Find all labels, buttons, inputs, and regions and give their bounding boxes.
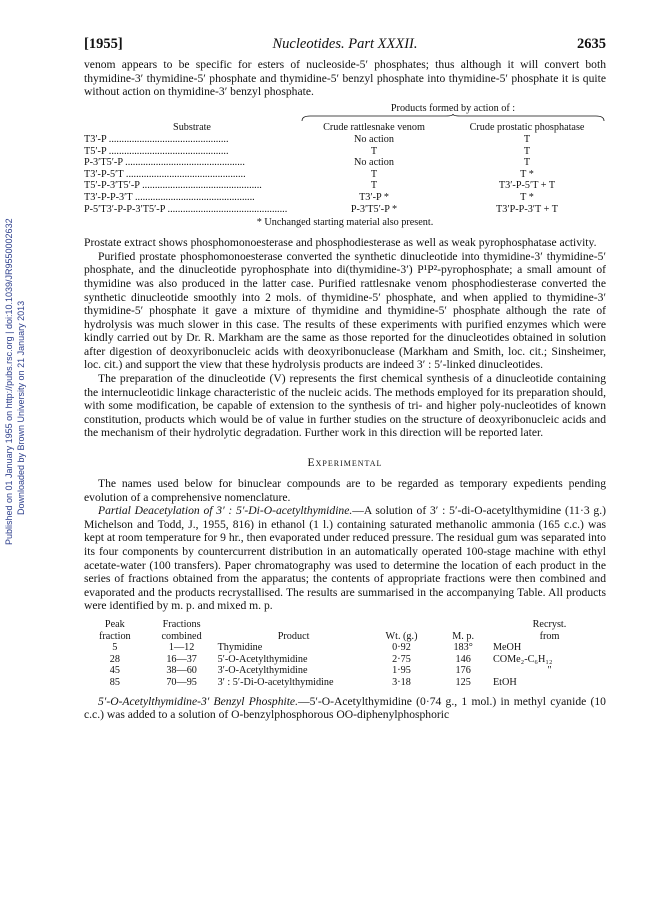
substrate-cell: T3′-P: [84, 133, 107, 145]
purified-paragraph: Purified prostate phosphomonoesterase converted the synthetic dinucleotide into thymidine-3′ thymidine-5′ phosphate, and the dinucleotide pyrophosphate into di(thymidine-3′) P¹P²-pyrophosphate; a small amount of thymidine was also produced in the latter case. Purified rattlesnake venom phosphodiesterase converted the synthetic dinucleotide smoothly into 2 mols. of thymidine-5′ phosphate, and when applied to thymidine-3′ thymidine-5′ phosphate it gave a mixture of thymidine and thymidine-5′ phosphate although the rate of hydrolysis was much slower in this case. The results of these experiments with purified enzymes which were kindly carried out by Dr. R. Markham are the same as those reported for the dinucleotides obtained in solution after digestion of deoxyribonucleic acids with deoxyribonuclease (Markham and Smith, loc. cit.; Sinsheimer, loc. cit.) and support the view that these hydrolysis products are indeed 3′ : 5′-linked dinucleotides.: [84, 249, 606, 372]
running-header: [84, 36, 606, 58]
section-title: Partial Deacetylation of 3′ : 5′-Di-O-acetylthymidine.: [98, 504, 353, 518]
page-number: 2635: [577, 36, 606, 52]
brace-line: [300, 114, 606, 122]
preparation-paragraph: The preparation of the dinucleotide (V) represents the first chemical synthesis of a dinucleotide containing the internucleotidic linkage characteristic of the nucleic acids. The methods employed for its preparation should, with some modification, be capable of extension to the synthesis of tri- and higher poly-nucleotides of known constitution, products which would be of value in further studies on the structure of deoxyribonucleic acids and the mechanism of their hydrolytic degradation. Further work in this direction will be reported later.: [84, 372, 606, 440]
prostatic-cell: T: [523, 157, 531, 169]
h-mp: M. p.: [452, 630, 475, 642]
section-text: —A solution of 3′ : 5′-di-O-acetylthymidine (11·3 g.) Michelson and Todd, J., 1955, 816) in ethanol (1 l.) containing saturated methanolic ammonia (165 c.c.) was kept at room temperature for 9 hr., then evaporated under reduced pressure. The residual gum was separated into its four components by countercurrent distribution in an automatically operated 100-stage machine with ethyl acetate-water (100 transfers). Paper chromatography was used to determine the location of each product in the series of fractions obtained from the apparatus; the contents of appropriate fractions were then combined and evaporated and the products recrystallised. The results are summarised in the accompanying Table. All products were identified by m. p. and mixed m. p.: [84, 504, 606, 613]
fraction-table: [84, 619, 606, 689]
mp-cell: 125: [455, 676, 471, 688]
h-wt: Wt. (g.): [385, 630, 418, 642]
peak-cell: 5: [112, 642, 118, 654]
substrate-cell: T3′-P-5′T: [84, 168, 124, 180]
h-frac1: Fractions: [162, 618, 201, 630]
table-row: P-5′T3′-P-P-3′T5′-P ............................................... P-3′T5′-P * T3′P-P-3′T + T: [84, 204, 606, 216]
prostatic-cell: T3′-P-5′T + T: [498, 180, 556, 192]
section-text: —5′-O-Acetylthymidine (0·74 g., 1 mol.) in methyl cyanide (10 c.c.) was added to a solution of O-benzylphosphorous OO-diphenylphosphoric: [84, 694, 606, 722]
h-frac2: combined: [161, 630, 202, 642]
h-recryst1: Recryst.: [532, 618, 567, 630]
table-row: T5′-P-3′T5′-P ............................................... T T3′-P-5′T + T: [84, 180, 606, 192]
fractions-cell: 70—95: [166, 676, 197, 688]
journal-page: [84, 36, 606, 722]
prostatic-cell: T3′P-P-3′T + T: [496, 203, 558, 215]
wt-cell: 0·92: [392, 642, 411, 654]
running-title: Nucleotides. Part XXXII.: [272, 36, 418, 52]
h-recryst2: from: [539, 630, 560, 642]
substrate-cell: T3′-P-P-3′T: [84, 191, 133, 203]
h-peak2: fraction: [98, 630, 131, 642]
recryst-cell: EtOH: [492, 676, 517, 688]
peak-cell: 85: [109, 676, 120, 688]
downloaded-line: Downloaded by Brown University on 21 January 2013: [16, 300, 26, 515]
substrate-cell: P-3′T5′-P: [84, 157, 123, 169]
mp-cell: 146: [455, 653, 471, 665]
h-peak1: Peak: [104, 618, 125, 630]
table-row: T3′-P ............................................... No action T: [84, 134, 606, 146]
recryst-cell: ": [547, 665, 552, 677]
peak-cell: 28: [109, 653, 120, 665]
year: [1955]: [84, 36, 123, 52]
fractions-cell: 38—60: [166, 665, 197, 677]
names-paragraph: The names used below for binuclear compounds are to be regarded as temporary expedients pending evolution of a comprehensive nomenclature.: [84, 477, 606, 504]
table-row: T3′-P-5′T ............................................... T T *: [84, 169, 606, 181]
table-row: P-3′T5′-P ............................................... No action T: [84, 157, 606, 169]
wt-cell: 3·18: [392, 676, 411, 688]
experimental-heading: Experimental: [307, 456, 383, 470]
download-sidebar: [2, 205, 28, 545]
product-cell: 5′-O-Acetylthymidine: [217, 653, 308, 665]
prostatic-cell: T *: [520, 168, 534, 180]
prostatic-cell: T *: [520, 191, 534, 203]
col-substrate: Substrate: [173, 122, 211, 134]
prostatic-cell: T: [523, 145, 531, 157]
intro-paragraph: venom appears to be specific for esters of nucleoside-5′ phosphates; thus although it will convert both thymidine-3′ thymidine-5′ phosphate and thymidine-5′ benzyl phosphate into thymidine-5′ phosphate it is quite without action on thymidine-3′ benzyl phosphate.: [84, 58, 606, 99]
table-footnote: * Unchanged starting material also present.: [256, 217, 434, 229]
benzyl-phosphite-paragraph: [84, 695, 606, 722]
col-venom: Crude rattlesnake venom: [323, 122, 425, 134]
mp-cell: 183°: [453, 642, 473, 654]
wt-cell: 1·95: [392, 665, 411, 677]
section-title: 5′-O-Acetylthymidine-3′ Benzyl Phosphite.: [98, 694, 298, 708]
h-product: Product: [277, 630, 310, 642]
substrate-cell: P-5′T3′-P-P-3′T5′-P: [84, 203, 165, 215]
recryst-cell: MeOH: [492, 642, 522, 654]
wt-cell: 2·75: [392, 653, 411, 665]
published-line: Published on 01 January 1955 on http://pubs.rsc.org | doi:10.1039/JR9550002632: [4, 218, 14, 545]
peak-cell: 45: [109, 665, 120, 677]
prostate-paragraph: Prostate extract shows phosphomonoesterase and phosphodiesterase as well as weak pyrophosphatase activity.: [84, 236, 597, 250]
table-row: [84, 665, 606, 677]
fractions-cell: 16—37: [166, 653, 197, 665]
venom-cell: No action: [354, 157, 394, 169]
product-cell: 3′ : 5′-Di-O-acetylthymidine: [217, 676, 334, 688]
venom-cell: T3′-P *: [359, 191, 389, 203]
table-row: [84, 642, 606, 654]
substrate-table: [84, 103, 606, 215]
product-cell: Thymidine: [217, 642, 263, 654]
recryst-cell: COMe₂-C₆H₁₂: [492, 653, 553, 665]
venom-cell: T: [370, 145, 378, 157]
venom-cell: P-3′T5′-P *: [350, 203, 398, 215]
table-row: T3′-P-P-3′T ............................................... T3′-P * T *: [84, 192, 606, 204]
partial-deacetylation-paragraph: [84, 504, 606, 613]
table-row: [84, 654, 606, 666]
venom-cell: T: [370, 168, 378, 180]
product-cell: 3′-O-Acetylthymidine: [217, 665, 308, 677]
substrate-cell: T5′-P-3′T5′-P: [84, 180, 140, 192]
substrate-cell: T5′-P: [84, 145, 107, 157]
venom-cell: No action: [354, 133, 394, 145]
mp-cell: 176: [455, 665, 471, 677]
products-group-header: Products formed by action of :: [300, 103, 606, 123]
fractions-cell: 1—12: [168, 642, 195, 654]
prostatic-cell: T: [523, 133, 531, 145]
table-row: T5′-P ............................................... T T: [84, 146, 606, 158]
venom-cell: T: [370, 180, 378, 192]
col-prostatic: Crude prostatic phosphatase: [469, 122, 585, 134]
table-row: [84, 677, 606, 689]
